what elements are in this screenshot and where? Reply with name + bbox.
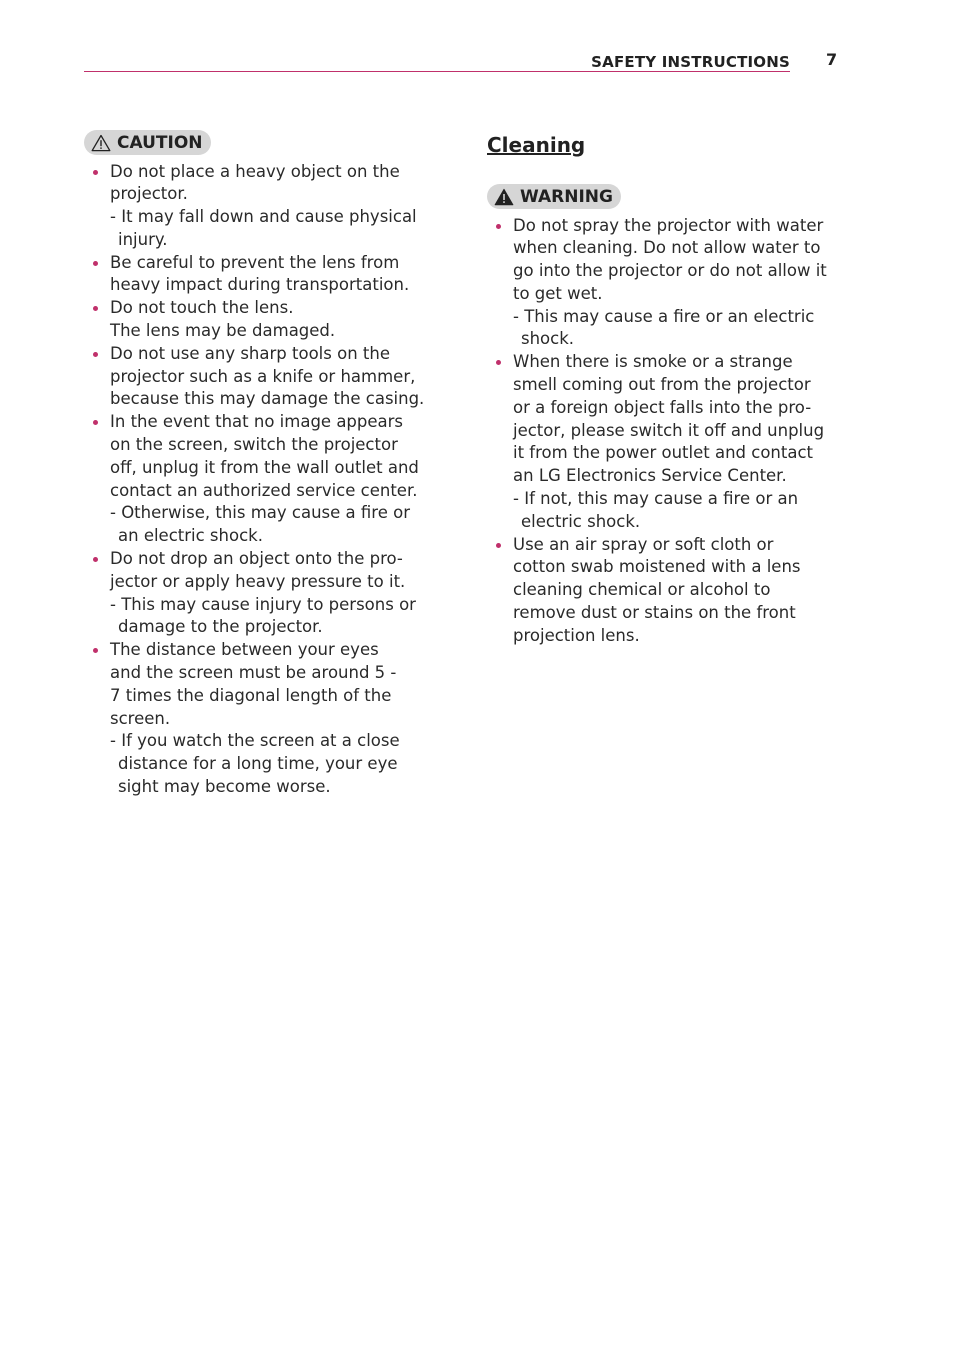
item-text-line: cleaning chemical or alcohol to <box>513 580 771 600</box>
list-item <box>487 215 847 352</box>
item-text-line: 7 times the diagonal length of the <box>110 685 392 705</box>
item-text-line: on the screen, switch the projector <box>110 435 398 455</box>
item-note-line: - This may cause a fire or an electric <box>513 306 815 326</box>
item-note-line: - It may fall down and cause physical <box>110 207 417 227</box>
item-note-line: sight may become worse. <box>118 777 331 797</box>
item-note-line: - If you watch the screen at a close <box>110 731 400 751</box>
item-text-line: Use an air spray or soft cloth or <box>513 534 774 554</box>
item-note-line: damage to the projector. <box>118 617 323 637</box>
section-header-title: SAFETY INSTRUCTIONS <box>591 53 790 71</box>
item-text-line: projector. <box>110 184 188 204</box>
item-text-line: an LG Electronics Service Center. <box>513 466 787 486</box>
item-text-line: Do not touch the lens. <box>110 298 294 318</box>
item-note-line: distance for a long time, your eye <box>118 754 398 774</box>
list-item <box>84 639 444 799</box>
list-item <box>84 161 444 252</box>
item-text-line: Do not drop an object onto the pro- <box>110 549 403 569</box>
list-item <box>84 252 444 298</box>
item-text-line: The lens may be damaged. <box>110 321 336 341</box>
item-text-line: Do not spray the projector with water <box>513 215 824 235</box>
item-text-line: Do not use any sharp tools on the <box>110 343 390 363</box>
list-item <box>84 548 444 639</box>
item-text-line: to get wet. <box>513 283 603 303</box>
item-text-line: or a foreign object falls into the pro- <box>513 397 812 417</box>
item-note-line: injury. <box>118 229 168 249</box>
list-item <box>84 411 444 548</box>
item-note-line: an electric shock. <box>118 526 263 546</box>
item-note-line: - If not, this may cause a fire or an <box>513 489 799 509</box>
caution-badge <box>84 130 211 155</box>
item-text-line: projection lens. <box>513 625 640 645</box>
item-text-line: remove dust or stains on the front <box>513 603 796 623</box>
warning-label: WARNING <box>520 186 613 207</box>
list-item <box>84 297 444 343</box>
item-note-line: shock. <box>521 329 575 349</box>
item-text-line: projector such as a knife or hammer, <box>110 366 416 386</box>
list-item <box>487 534 847 648</box>
header-rule <box>84 71 790 72</box>
warning-list <box>487 215 847 648</box>
item-note-line: - This may cause injury to persons or <box>110 594 416 614</box>
item-text-line: heavy impact during transportation. <box>110 275 410 295</box>
warning-icon <box>494 188 514 206</box>
warning-badge <box>487 184 621 209</box>
page-number: 7 <box>826 50 838 69</box>
item-text-line: when cleaning. Do not allow water to <box>513 238 821 258</box>
item-text-line: cotton swab moistened with a lens <box>513 557 801 577</box>
item-note-line: electric shock. <box>521 511 641 531</box>
item-text-line: Be careful to prevent the lens from <box>110 252 400 272</box>
item-text-line: and the screen must be around 5 - <box>110 663 397 683</box>
item-text-line: Do not place a heavy object on the <box>110 161 400 181</box>
cleaning-column <box>487 130 847 648</box>
caution-column <box>84 130 444 799</box>
list-item <box>84 343 444 411</box>
caution-label: CAUTION <box>117 132 203 153</box>
caution-list <box>84 161 444 799</box>
item-text-line: screen. <box>110 708 171 728</box>
item-text-line: In the event that no image appears <box>110 412 404 432</box>
cleaning-heading: Cleaning <box>487 133 586 157</box>
list-item <box>487 351 847 533</box>
item-text-line: When there is smoke or a strange <box>513 352 793 372</box>
item-text-line: jector or apply heavy pressure to it. <box>110 571 406 591</box>
item-text-line: jector, please switch it off and unplug <box>513 420 825 440</box>
item-text-line: smell coming out from the projector <box>513 375 811 395</box>
item-text-line: because this may damage the casing. <box>110 389 425 409</box>
item-text-line: it from the power outlet and contact <box>513 443 814 463</box>
item-text-line: off, unplug it from the wall outlet and <box>110 457 419 477</box>
caution-icon <box>91 134 111 152</box>
item-note-line: - Otherwise, this may cause a fire or <box>110 503 410 523</box>
item-text-line: contact an authorized service center. <box>110 480 418 500</box>
item-text-line: go into the projector or do not allow it <box>513 261 827 281</box>
item-text-line: The distance between your eyes <box>110 640 379 660</box>
